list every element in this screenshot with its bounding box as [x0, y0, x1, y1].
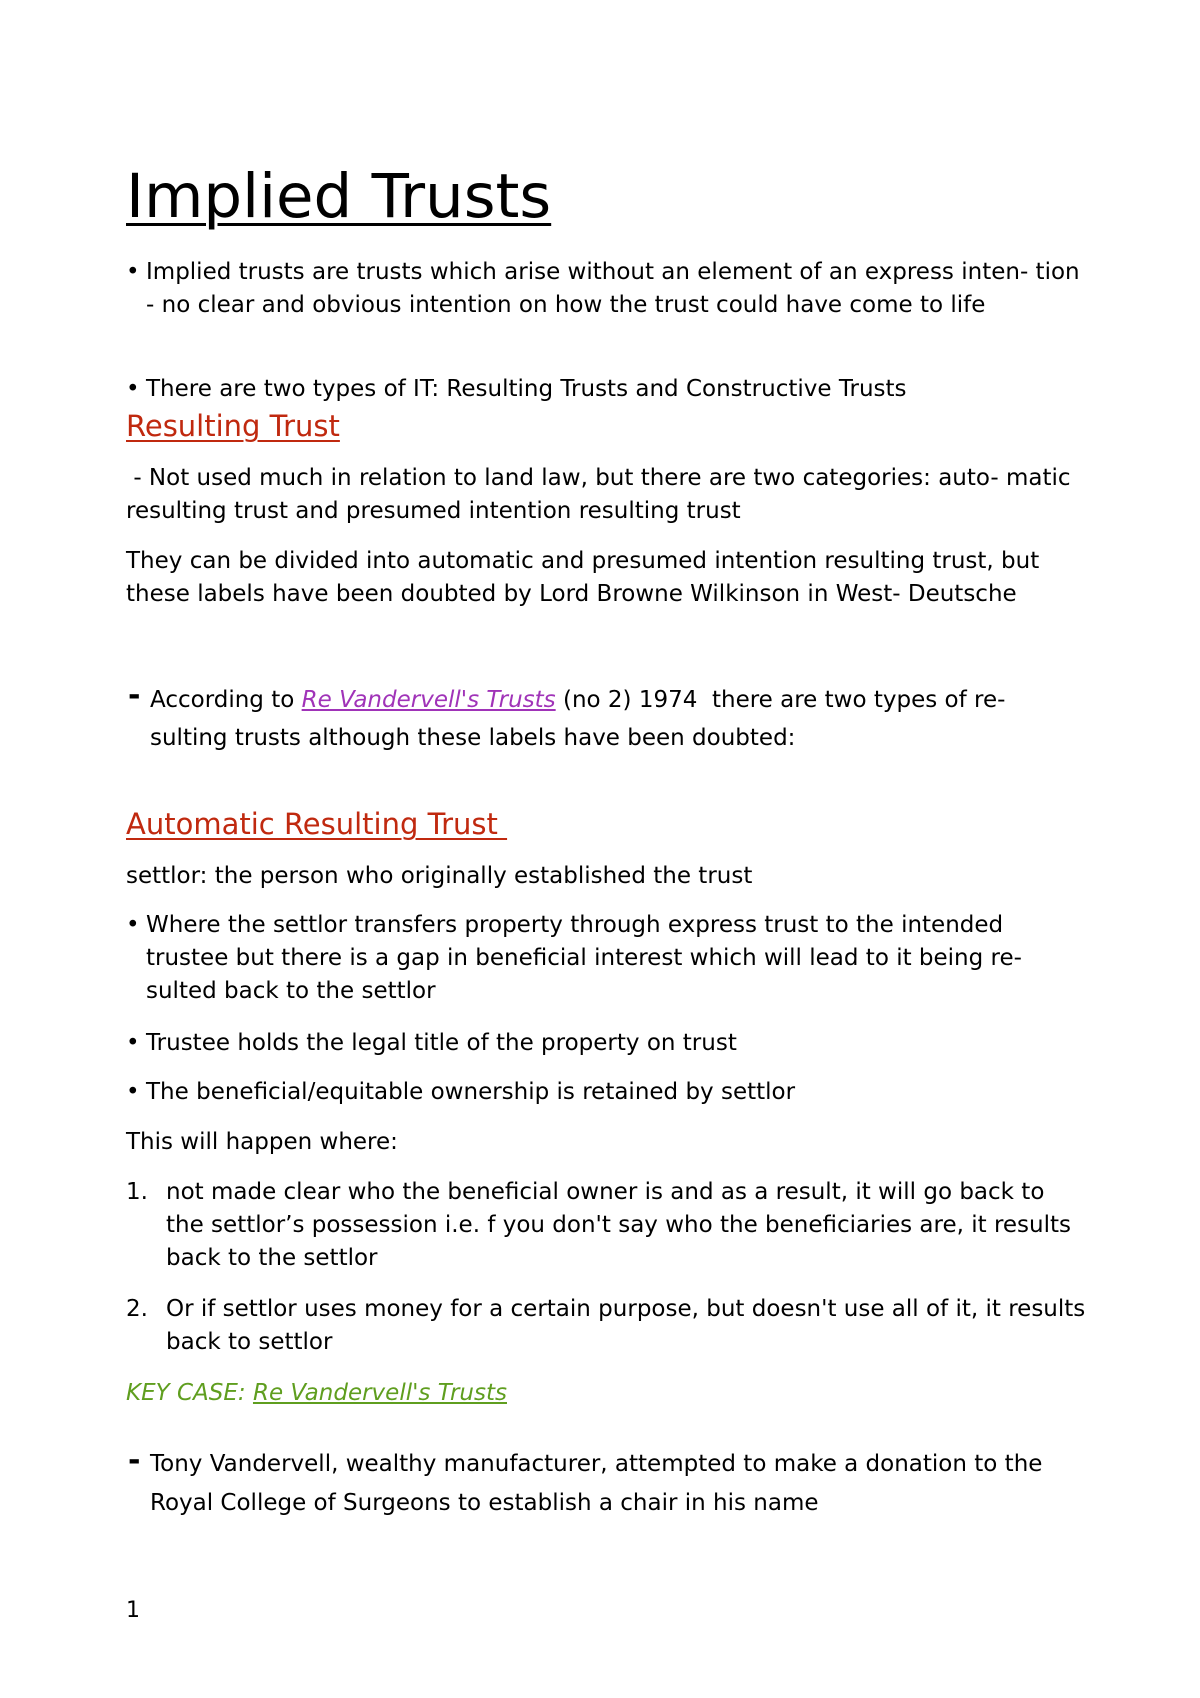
list-item — [126, 909, 1086, 1008]
bullet-icon: • — [126, 1030, 140, 1056]
dash-icon: - — [128, 1443, 141, 1478]
key-case-label: KEY CASE: — [126, 1380, 253, 1406]
bullet-icon: • — [126, 376, 140, 402]
bullet-icon: • — [126, 1079, 140, 1105]
key-case-link[interactable]: Re Vandervell's Trusts — [252, 1380, 507, 1406]
list-item-text: Trustee holds the legal title of the property on trust — [146, 1030, 737, 1056]
list-item — [126, 1027, 1086, 1060]
key-case — [126, 1377, 507, 1410]
dash-item — [126, 678, 1090, 757]
list-item — [126, 256, 1086, 322]
definition: settlor: the person who originally established the trust — [126, 863, 753, 889]
paragraph: This will happen where: — [126, 1129, 398, 1155]
page-title: Implied Trusts — [126, 161, 552, 232]
list-item-text: Implied trusts are trusts which arise without an element of an express inten- tion - no clear and obvious intention on how the trust could have come to life — [146, 259, 1080, 318]
dash-text-after: (no 2) 1974 there are two types of re- sulting trusts although these labels have been doubted: — [150, 687, 1013, 751]
section-heading-resulting: Resulting Trust — [126, 409, 340, 443]
dash-text-before: According to — [150, 687, 302, 713]
bullet-icon: • — [126, 912, 140, 938]
numbered-item-text: Or if settlor uses money for a certain purpose, but doesn't use all of it, it results back to settlor — [166, 1296, 1086, 1355]
paragraph: - Not used much in relation to land law, but there are two categories: auto- matic resulting trust and presumed intention resulting trust — [126, 465, 1078, 524]
section-heading-automatic: Automatic Resulting Trust — [126, 807, 508, 841]
list-item — [126, 1076, 1086, 1109]
list-item-text: The beneficial/equitable ownership is retained by settlor — [146, 1079, 796, 1105]
dash-icon: - — [128, 678, 141, 713]
case-link[interactable]: Re Vandervell's Trusts — [301, 687, 556, 713]
bullet-icon: • — [126, 259, 140, 285]
dash-item — [126, 1445, 1090, 1523]
numbered-item-text: not made clear who the beneficial owner is and as a result, it will go back to the settlor’s possession i.e. f you don't say who the beneficiaries are, it results back to the settlor — [166, 1179, 1072, 1271]
list-item-text: Where the settlor transfers property through express trust to the intended trustee but there is a gap in beneficial interest which will lead to it being re- sulted back to the settlor — [146, 912, 1022, 1004]
dash-text: Tony Vandervell, wealthy manufacturer, attempted to make a donation to the Royal College of Surgeons to establish a chair in his name — [150, 1451, 1043, 1516]
numbered-item — [126, 1176, 1086, 1275]
paragraph: They can be divided into automatic and presumed intention resulting trust, but these labels have been doubted by Lord Browne Wilkinson in West- Deutsche — [126, 548, 1040, 607]
page-number: 1 — [126, 1598, 140, 1623]
list-item-text: There are two types of IT: Resulting Trusts and Constructive Trusts — [146, 376, 907, 402]
list-item — [126, 373, 1086, 406]
item-number: 2. — [126, 1296, 148, 1322]
item-number: 1. — [126, 1179, 148, 1205]
numbered-item — [126, 1293, 1086, 1359]
